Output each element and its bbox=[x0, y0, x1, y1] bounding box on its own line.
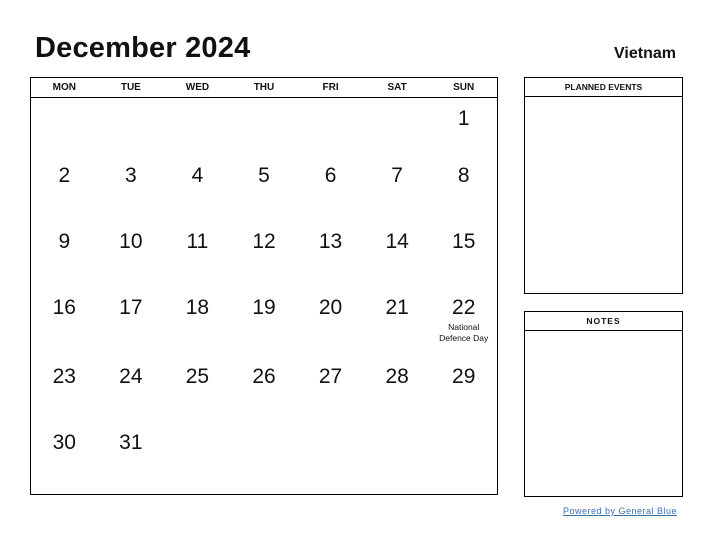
day-cell bbox=[31, 287, 98, 356]
day-number: 12 bbox=[252, 230, 276, 253]
day-cell bbox=[164, 356, 231, 422]
day-number: 27 bbox=[318, 365, 343, 388]
day-cell bbox=[364, 221, 431, 287]
planned-events-box bbox=[524, 77, 683, 294]
day-number: 19 bbox=[252, 296, 276, 319]
day-cell bbox=[430, 287, 497, 356]
day-cell bbox=[164, 98, 231, 155]
day-number: 13 bbox=[318, 230, 343, 253]
day-cell bbox=[430, 221, 497, 287]
day-number: 23 bbox=[52, 365, 76, 388]
notes-header: NOTES bbox=[525, 312, 682, 331]
holiday-label: National Defence Day bbox=[439, 322, 489, 343]
weekday-thu: THU bbox=[253, 82, 275, 93]
page-title: December 2024 bbox=[35, 32, 251, 64]
day-cell bbox=[231, 422, 298, 488]
day-cell bbox=[31, 98, 98, 155]
day-cell bbox=[98, 422, 165, 488]
day-cell bbox=[164, 221, 231, 287]
day-cell bbox=[98, 155, 165, 221]
day-number: 3 bbox=[125, 164, 137, 187]
day-cell bbox=[430, 422, 497, 488]
weekday-tue: TUE bbox=[120, 82, 141, 93]
day-cell bbox=[364, 287, 431, 356]
day-number: 7 bbox=[391, 164, 403, 187]
day-cell bbox=[164, 422, 231, 488]
day-cell bbox=[364, 155, 431, 221]
day-cell bbox=[164, 287, 231, 356]
day-cell bbox=[98, 98, 165, 155]
day-cell bbox=[31, 155, 98, 221]
day-number: 20 bbox=[318, 296, 343, 319]
day-cell bbox=[231, 221, 298, 287]
day-number: 8 bbox=[457, 164, 470, 187]
day-cell bbox=[98, 221, 165, 287]
weekday-fri: FRI bbox=[322, 82, 339, 93]
day-number: 22 bbox=[452, 296, 476, 319]
day-cell bbox=[98, 356, 165, 422]
day-cell bbox=[98, 287, 165, 356]
day-number: 15 bbox=[452, 230, 476, 253]
day-cell bbox=[297, 422, 364, 488]
calendar-days bbox=[31, 98, 497, 488]
day-number: 31 bbox=[119, 431, 143, 454]
day-cell bbox=[31, 221, 98, 287]
day-cell bbox=[297, 98, 364, 155]
day-cell bbox=[430, 356, 497, 422]
day-number: 9 bbox=[58, 230, 71, 253]
planned-events-header: PLANNED EVENTS bbox=[525, 78, 682, 97]
day-cell bbox=[164, 155, 231, 221]
day-number: 1 bbox=[457, 107, 470, 130]
day-number: 10 bbox=[119, 230, 143, 253]
notes-box bbox=[524, 311, 683, 497]
day-cell bbox=[31, 356, 98, 422]
day-number: 26 bbox=[252, 365, 276, 388]
day-number: 21 bbox=[385, 296, 409, 319]
weekday-header-row bbox=[31, 78, 497, 98]
day-cell bbox=[430, 155, 497, 221]
day-cell bbox=[430, 98, 497, 155]
weekday-mon: MON bbox=[52, 82, 76, 93]
weekday-wed: WED bbox=[185, 82, 210, 93]
day-cell bbox=[231, 287, 298, 356]
day-cell bbox=[231, 98, 298, 155]
day-cell bbox=[364, 356, 431, 422]
day-number: 2 bbox=[58, 164, 71, 187]
day-number: 4 bbox=[191, 164, 204, 187]
day-number: 17 bbox=[119, 296, 143, 319]
day-cell bbox=[364, 98, 431, 155]
day-cell bbox=[297, 221, 364, 287]
day-number: 28 bbox=[385, 365, 409, 388]
day-cell bbox=[364, 422, 431, 488]
day-number: 30 bbox=[52, 431, 76, 454]
day-number: 6 bbox=[324, 164, 337, 187]
day-cell bbox=[231, 356, 298, 422]
powered-by-link[interactable]: Powered by General Blue bbox=[562, 506, 677, 516]
day-cell bbox=[297, 356, 364, 422]
day-number: 25 bbox=[185, 365, 210, 388]
day-number: 18 bbox=[185, 296, 210, 319]
day-cell bbox=[297, 287, 364, 356]
day-number: 24 bbox=[119, 365, 143, 388]
weekday-sat: SAT bbox=[387, 82, 407, 93]
day-number: 5 bbox=[258, 164, 270, 187]
weekday-sun: SUN bbox=[453, 82, 475, 93]
day-cell bbox=[297, 155, 364, 221]
day-number: 11 bbox=[186, 230, 209, 253]
calendar-grid bbox=[30, 77, 498, 495]
day-number: 29 bbox=[452, 365, 476, 388]
day-cell bbox=[31, 422, 98, 488]
day-cell bbox=[231, 155, 298, 221]
country-label: Vietnam bbox=[614, 45, 676, 62]
day-number: 14 bbox=[385, 230, 409, 253]
day-number: 16 bbox=[52, 296, 76, 319]
